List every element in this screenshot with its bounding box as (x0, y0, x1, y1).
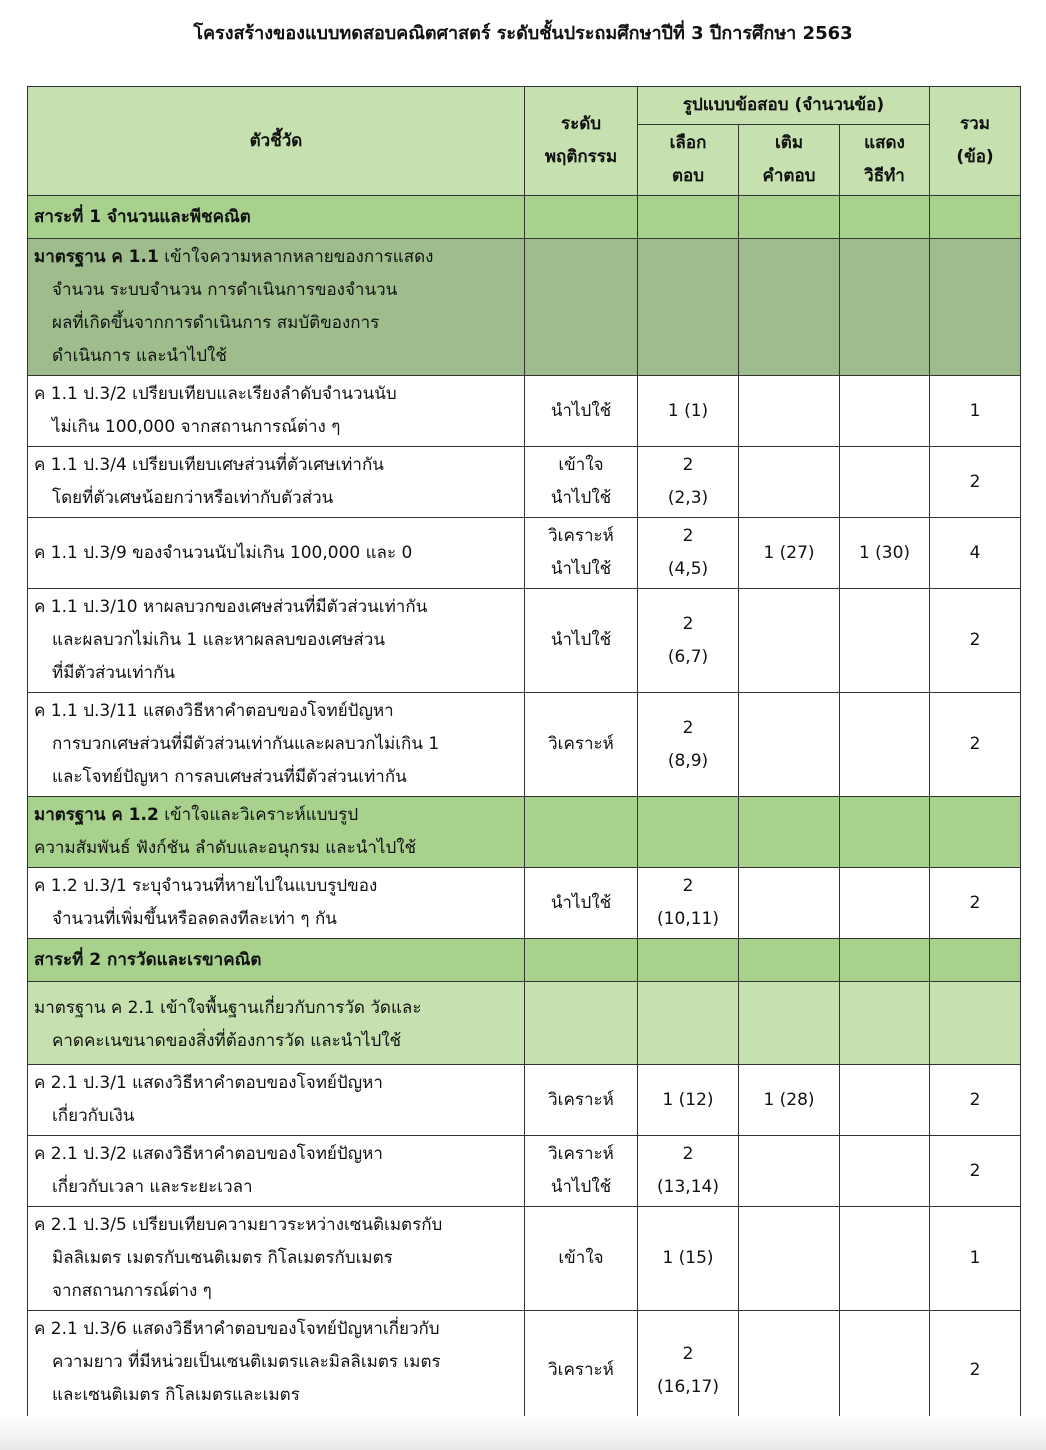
indicator-text: ค 2.1 ป.3/5 เปรียบเทียบความยาวระหว่างเซนติเมตรกับ มิลลิเมตร เมตรกับเซนติเมตร กิโลเมตรกับเมตร จากสถานการณ์ต่าง ๆ (28, 1207, 525, 1311)
behavior-level: นำไปใช้ (525, 589, 638, 693)
page-title: โครงสร้างของแบบทดสอบคณิตศาสตร์ ระดับชั้นประถมศึกษาปีที่ 3 ปีการศึกษา 2563 (193, 23, 853, 44)
total-count: 4 (930, 518, 1021, 589)
fill-count (739, 589, 840, 693)
standard-row (28, 239, 1021, 376)
show-count (840, 1311, 930, 1431)
standard-text: มาตรฐาน ค 1.1 เข้าใจความหลากหลายของการแสดง จำนวน ระบบจำนวน การดำเนินการของจำนวน ผลที่เกิดขึ้นจากการดำเนินการ สมบัติของการ ดำเนินการ และนำไปใช้ (28, 239, 525, 376)
fill-count (739, 693, 840, 797)
total-count: 1 (930, 376, 1021, 447)
total-count: 2 (930, 447, 1021, 518)
header-behavior-level: ระดับ พฤติกรรม (525, 87, 638, 196)
show-count (840, 868, 930, 939)
choice-count: 1 (15) (638, 1207, 739, 1311)
indicator-text: ค 1.1 ป.3/4 เปรียบเทียบเศษส่วนที่ตัวเศษเท่ากัน โดยที่ตัวเศษน้อยกว่าหรือเท่ากับตัวส่วน (28, 447, 525, 518)
fill-count (739, 447, 840, 518)
show-count (840, 376, 930, 447)
fill-count (739, 1207, 840, 1311)
fill-count: 1 (27) (739, 518, 840, 589)
choice-count: 2 (16,17) (638, 1311, 739, 1431)
total-count: 2 (930, 1136, 1021, 1207)
behavior-level: เข้าใจ (525, 1207, 638, 1311)
choice-count: 2 (13,14) (638, 1136, 739, 1207)
behavior-level: วิเคราะห์ (525, 1311, 638, 1431)
behavior-level: นำไปใช้ (525, 868, 638, 939)
header-show-work: แสดง วิธีทำ (840, 125, 930, 196)
show-count (840, 447, 930, 518)
header-item-format: รูปแบบข้อสอบ (จำนวนข้อ) (638, 87, 930, 125)
header-total: รวม (ข้อ) (930, 87, 1021, 196)
choice-count: 2 (4,5) (638, 518, 739, 589)
total-count: 2 (930, 868, 1021, 939)
strand-title: สาระที่ 1 จำนวนและพีชคณิต (28, 196, 525, 239)
choice-count: 1 (1) (638, 376, 739, 447)
strand-title: สาระที่ 2 การวัดและเรขาคณิต (28, 939, 525, 982)
behavior-level: วิเคราะห์ นำไปใช้ (525, 518, 638, 589)
fill-count (739, 868, 840, 939)
behavior-level: วิเคราะห์ (525, 693, 638, 797)
standard-row (28, 982, 1021, 1065)
fill-count: 1 (28) (739, 1065, 840, 1136)
header-multiple-choice: เลือก ตอบ (638, 125, 739, 196)
indicator-row (28, 589, 1021, 693)
indicator-row (28, 1311, 1021, 1431)
behavior-level: วิเคราะห์ นำไปใช้ (525, 1136, 638, 1207)
test-structure-table (27, 86, 1021, 1431)
choice-count: 2 (6,7) (638, 589, 739, 693)
page-bottom-shadow (0, 1416, 1046, 1450)
total-count: 2 (930, 1065, 1021, 1136)
strand-row (28, 939, 1021, 982)
indicator-row (28, 376, 1021, 447)
fill-count (739, 1311, 840, 1431)
indicator-row (28, 518, 1021, 589)
fill-count (739, 376, 840, 447)
indicator-row (28, 693, 1021, 797)
header-indicator: ตัวชี้วัด (28, 87, 525, 196)
indicator-row (28, 447, 1021, 518)
total-count: 2 (930, 1311, 1021, 1431)
indicator-text: ค 1.1 ป.3/11 แสดงวิธีหาคำตอบของโจทย์ปัญหา การบวกเศษส่วนที่มีตัวส่วนเท่ากันและผลบวกไม่เกิน 1 และโจทย์ปัญหา การลบเศษส่วนที่มีตัวส่วนเท่ากัน (28, 693, 525, 797)
indicator-row (28, 868, 1021, 939)
show-count (840, 693, 930, 797)
choice-count: 2 (10,11) (638, 868, 739, 939)
show-count (840, 1065, 930, 1136)
total-count: 2 (930, 693, 1021, 797)
indicator-row (28, 1207, 1021, 1311)
behavior-level: เข้าใจ นำไปใช้ (525, 447, 638, 518)
fill-count (739, 1136, 840, 1207)
standard-row (28, 797, 1021, 868)
choice-count: 2 (8,9) (638, 693, 739, 797)
standard-text: มาตรฐาน ค 1.2 เข้าใจและวิเคราะห์แบบรูป ความสัมพันธ์ ฟังก์ชัน ลำดับและอนุกรม และนำไปใช้ (28, 797, 525, 868)
total-count: 1 (930, 1207, 1021, 1311)
behavior-level: นำไปใช้ (525, 376, 638, 447)
choice-count: 2 (2,3) (638, 447, 739, 518)
total-count: 2 (930, 589, 1021, 693)
indicator-text: ค 2.1 ป.3/1 แสดงวิธีหาคำตอบของโจทย์ปัญหา เกี่ยวกับเงิน (28, 1065, 525, 1136)
choice-count: 1 (12) (638, 1065, 739, 1136)
indicator-text: ค 2.1 ป.3/2 แสดงวิธีหาคำตอบของโจทย์ปัญหา เกี่ยวกับเวลา และระยะเวลา (28, 1136, 525, 1207)
header-fill-in: เติม คำตอบ (739, 125, 840, 196)
show-count (840, 1136, 930, 1207)
standard-text: มาตรฐาน ค 2.1 เข้าใจพื้นฐานเกี่ยวกับการวัด วัดและ คาดคะเนขนาดของสิ่งที่ต้องการวัด และนำไปใช้ (28, 982, 525, 1065)
indicator-row (28, 1065, 1021, 1136)
show-count: 1 (30) (840, 518, 930, 589)
indicator-text: ค 1.1 ป.3/9 ของจำนวนนับไม่เกิน 100,000 และ 0 (28, 518, 525, 589)
strand-row (28, 196, 1021, 239)
show-count (840, 589, 930, 693)
indicator-text: ค 1.1 ป.3/2 เปรียบเทียบและเรียงลำดับจำนวนนับ ไม่เกิน 100,000 จากสถานการณ์ต่าง ๆ (28, 376, 525, 447)
indicator-text: ค 1.1 ป.3/10 หาผลบวกของเศษส่วนที่มีตัวส่วนเท่ากัน และผลบวกไม่เกิน 1 และหาผลลบของเศษส่วน ที่มีตัวส่วนเท่ากัน (28, 589, 525, 693)
indicator-text: ค 1.2 ป.3/1 ระบุจำนวนที่หายไปในแบบรูปของ จำนวนที่เพิ่มขึ้นหรือลดลงทีละเท่า ๆ กัน (28, 868, 525, 939)
behavior-level: วิเคราะห์ (525, 1065, 638, 1136)
header-row-1 (28, 87, 1021, 125)
indicator-row (28, 1136, 1021, 1207)
indicator-text: ค 2.1 ป.3/6 แสดงวิธีหาคำตอบของโจทย์ปัญหาเกี่ยวกับ ความยาว ที่มีหน่วยเป็นเซนติเมตรและมิลลิเมตร เมตร และเซนติเมตร กิโลเมตรและเมตร (28, 1311, 525, 1431)
show-count (840, 1207, 930, 1311)
